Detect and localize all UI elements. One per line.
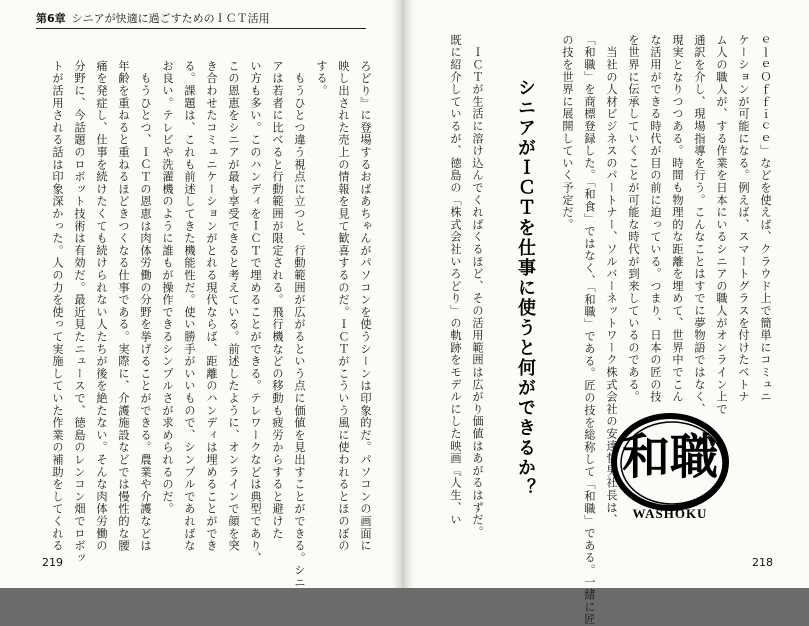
left-col-1: ろどり』に登場するおばあちゃんがパソコンを使うシーンは印象的だ。パソコンの画面に bbox=[359, 60, 372, 552]
left-page-number: 219 bbox=[42, 556, 63, 569]
left-col-3: する。 bbox=[315, 60, 328, 97]
left-col-6: い方も多い。このハンディをＩＣＴで埋めることができる。テレワークなどは典型であり、 bbox=[249, 60, 262, 565]
left-col-9: る。課題は、これも前述してきた機能性だ。使い勝手がいいもので、シンプルであればな bbox=[183, 60, 196, 552]
right-col-9: 「和職」を商標登録した。「和食」ではなく、「和職」である。匠の技を総称して「和職」である。一緒に匠 bbox=[583, 34, 596, 626]
running-header bbox=[36, 8, 270, 28]
logo-romaji: WASHOKU bbox=[632, 506, 708, 521]
right-col-5: 現実となりつつある。時間も物理的な距離を埋めて、世界中でこん bbox=[671, 34, 684, 403]
left-col-10: お良い。テレビや洗濯機のように誰もが操作できるシンプルさが求められるのだ。 bbox=[161, 60, 174, 516]
left-col-12: 年齢を重ねると重ねるほどきつくなる仕事である。実際に、介護施設などでは慢性的な腰 bbox=[117, 60, 130, 552]
right-col-7: を世界に伝承していくことが可能な時代が到来しているのである。 bbox=[627, 34, 640, 403]
section-heading: シニアがＩＣＴを仕事に使うと何ができるか？ bbox=[515, 78, 536, 498]
right-col-4: 通訳を介し、現場指導を行う。こんなことはすでに夢物語ではなく、 bbox=[693, 34, 706, 416]
washoku-logo bbox=[600, 410, 740, 530]
left-col-15: トが活用される話は印象深かった。人の力を使って実施していた作業の補助をしてくれる bbox=[51, 60, 64, 552]
left-col-8: き合わせたコミュニケーションがとれる現代ならば、距離のハンディは埋めることができ bbox=[205, 60, 218, 552]
right-col-6: な活用ができる時代が目の前に迫っている。つまり、日本の匠の技 bbox=[649, 34, 662, 403]
right-col-11: ＩＣＴが生活に溶け込んでくればくるほど、その活用範囲は広がり価値はあがるはずだ。 bbox=[471, 34, 484, 539]
left-col-4: もうひとつ違う視点に立つと、行動範囲が広がるという点に価値を見出すことができる。シニ bbox=[293, 60, 306, 589]
left-col-11: もうひとつ、ＩＣＴの恩恵は肉体労働の分野を挙げることができる。農業や介護などは bbox=[139, 60, 152, 552]
right-col-8: 当社の人材ビジネスのパートナー、ソルバーネットワーク株式会社の安達哲男社長は、 bbox=[605, 34, 618, 526]
right-col-3: ム人の職人が、する作業を日本にいるシニアの職人がオンライン上で bbox=[715, 34, 728, 416]
left-col-2: 映し出された売上の情報を見て歓喜するのだ。ＩＣＴがこういう風に使われるとほのぼの bbox=[337, 60, 350, 552]
left-col-14: 分野に、今話題のロボット技術は有効だ。最近見たニュースで、徳島のレンコン畑でロボッ bbox=[73, 60, 86, 565]
left-col-5: アは若者に比べると行動範囲が限定される。飛行機などの移動も疲労からすると避けた bbox=[271, 60, 284, 540]
right-col-1: ｅｌｅＯｆｆｉｃｅ」などを使えば、クラウド上で簡単にコミュニ bbox=[759, 34, 772, 403]
chapter-title: シニアが快適に過ごすためのＩＣＴ活用 bbox=[71, 12, 270, 25]
book-gutter bbox=[392, 0, 414, 588]
right-col-12: 既に紹介しているが、徳島の「株式会社いろどり」の軌跡をモデルにした映画『人生、い bbox=[449, 34, 462, 526]
left-col-13: 痛を発症し、仕事を続けたくても続けられない人たちが後を絶たない。そんな肉体労働の bbox=[95, 60, 108, 552]
right-col-10: の技を世界に展開していく予定だ。 bbox=[561, 34, 574, 231]
right-page-number: 218 bbox=[752, 556, 773, 569]
header-rule bbox=[36, 28, 366, 29]
right-col-2: ケーションが可能になる。例えば、スマートグラスを付けたベトナ bbox=[737, 34, 750, 403]
chapter-label: 第6章 bbox=[36, 12, 66, 25]
left-col-7: この恩恵をシニアが最も享受できると考えている。前述したように、オンラインで顔を突 bbox=[227, 60, 240, 552]
logo-kanji: 和職 bbox=[621, 429, 718, 485]
